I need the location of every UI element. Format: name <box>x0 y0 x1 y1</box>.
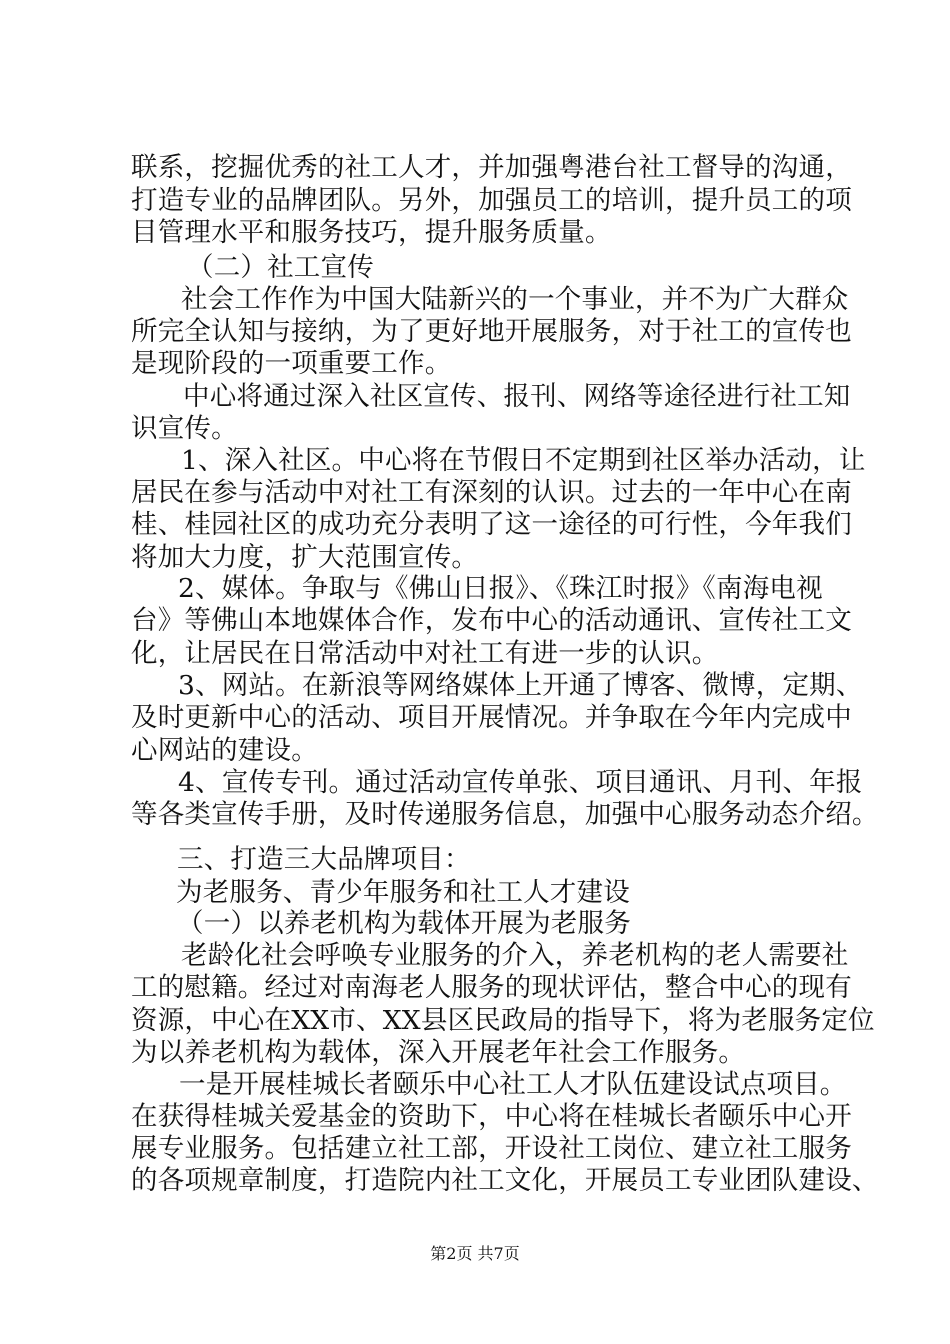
text-line: 1、深入社区。中心将在节假日不定期到社区举办活动，让 <box>181 445 866 476</box>
text-line: 工的慰籍。经过对南海老人服务的现状评估，整合中心的现有 <box>131 972 852 1003</box>
text-line: （二）社工宣传 <box>187 252 374 283</box>
page-footer: 第2页 共7页 <box>430 1244 520 1263</box>
text-line: 及时更新中心的活动、项目开展情况。并争取在今年内完成中 <box>131 702 852 733</box>
text-line: 在获得桂城关爱基金的资助下，中心将在桂城长者颐乐中心开 <box>131 1101 852 1132</box>
text-line: 所完全认知与接纳，为了更好地开展服务，对于社工的宣传也 <box>131 316 852 347</box>
text-line: 心网站的建设。 <box>131 735 318 766</box>
text-line: 资源，中心在XX市、XX县区民政局的指导下，将为老服务定位 <box>131 1005 875 1036</box>
text-line: 等各类宣传手册，及时传递服务信息，加强中心服务动态介绍。 <box>131 799 879 830</box>
text-line: 2、媒体。争取与《佛山日报》、《珠江时报》《南海电视 <box>178 573 823 604</box>
text-line: 打造专业的品牌团队。另外，加强员工的培训，提升员工的项 <box>131 185 852 216</box>
text-line: 中心将通过深入社区宣传、报刊、网络等途径进行社工知 <box>183 381 851 412</box>
text-line: 台》等佛山本地媒体合作，发布中心的活动通讯、宣传社工文 <box>131 605 852 636</box>
text-line: 为以养老机构为载体，深入开展老年社会工作服务。 <box>131 1037 746 1068</box>
text-line: 桂、桂园社区的成功充分表明了这一途径的可行性，今年我们 <box>131 509 852 540</box>
text-line: 为老服务、青少年服务和社工人才建设 <box>176 877 630 908</box>
text-line: 联系，挖掘优秀的社工人才，并加强粤港台社工督导的沟通， <box>131 152 852 183</box>
text-line: 化，让居民在日常活动中对社工有进一步的认识。 <box>131 638 719 669</box>
text-line: 三、打造三大品牌项目： <box>177 844 471 875</box>
text-line: 的各项规章制度，打造院内社工文化，开展员工专业团队建设、 <box>131 1165 879 1196</box>
text-line: 目管理水平和服务技巧，提升服务质量。 <box>131 217 612 248</box>
text-line: 3、网站。在新浪等网络媒体上开通了博客、微博，定期、 <box>178 670 863 701</box>
text-line: 4、宣传专刊。通过活动宣传单张、项目通讯、月刊、年报 <box>178 767 863 798</box>
text-line: 居民在参与活动中对社工有深刻的认识。过去的一年中心在南 <box>131 477 852 508</box>
text-line: 社会工作作为中国大陆新兴的一个事业，并不为广大群众 <box>181 284 849 315</box>
text-line: 是现阶段的一项重要工作。 <box>131 348 452 379</box>
text-line: 老龄化社会呼唤专业服务的介入，养老机构的老人需要社 <box>181 940 849 971</box>
text-line: 识宣传。 <box>131 413 238 444</box>
text-line: （一）以养老机构为载体开展为老服务 <box>177 908 631 939</box>
text-line: 将加大力度，扩大范围宣传。 <box>131 542 479 573</box>
text-line: 一是开展桂城长者颐乐中心社工人才队伍建设试点项目。 <box>179 1069 847 1100</box>
text-line: 展专业服务。包括建立社工部，开设社工岗位、建立社工服务 <box>131 1133 852 1164</box>
